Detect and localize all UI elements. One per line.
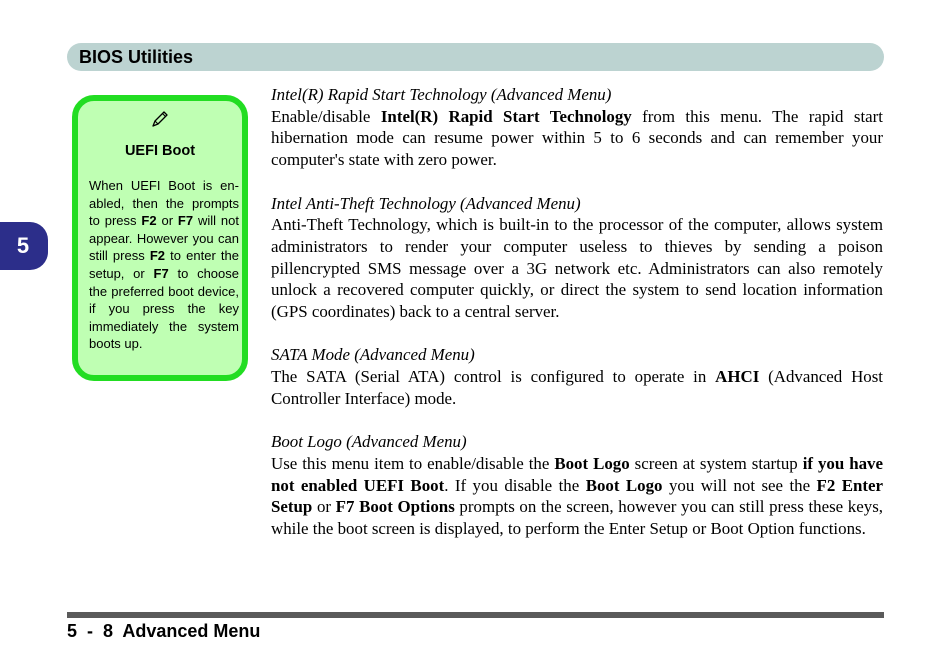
key-f7: F7 [177,213,194,229]
section-anti-theft [271,193,883,323]
key-f2: F2 [141,213,157,229]
note-title: UEFI Boot [124,143,196,159]
pencil-icon [150,109,170,129]
header-title: BIOS Utilities [79,47,194,67]
main-content [271,84,883,561]
section-title: SATA Mode (Advanced Menu) [271,345,475,365]
section-sata-mode [271,344,883,409]
section-title: Intel Anti-Theft Technology (Advanced Menu) [271,193,581,213]
section-body: Anti-Theft Technology, which is built-in to the processor of the computer, allows system administrators to render your computer useless to thieves by sending a poison pillencrypted SMS message over a 3G network etc. Administrators can also remotely unlock a recovered computer quickly, or direct the system to send location information (GPS coordinates) back to a central server. [271,215,883,322]
key-f2: F2 [149,248,166,264]
header-bar [67,43,884,71]
key-f7: F7 [153,265,169,281]
chapter-number: 5 [16,233,30,258]
footer-bar [67,612,884,618]
section-body: The SATA (Serial ATA) control is configured to operate in AHCI (Advanced Host Controller Interface) mode. [271,367,883,408]
section-boot-logo [271,431,883,540]
note-text: When UEFI Boot is enabled, then the prompts to press F2 or F7 will not appear. However you can still press F2 to enter the setup, or F7 to choose the preferred boot device, if you press the key immediately the system boots up. [89,178,239,352]
chapter-tab [0,222,48,270]
section-title: Intel(R) Rapid Start Technology (Advanced Menu) [271,85,612,104]
footer-page-label: 5 - 8 Advanced Menu [67,621,261,641]
section-body: Use this menu item to enable/disable the Boot Logo screen at system startup if you have not enabled UEFI Boot. If you disable the Boot Logo you will not see the F2 Enter Setup or F7 Boot Options prompts on the screen, however you can still press these keys, while the boot screen is displayed, to perform the Enter Setup or Boot Option functions. [271,453,884,539]
section-body: Enable/disable Intel(R) Rapid Start Technology from this menu. The rapid start hibernation mode can resume power within 5 to 6 seconds and can remember your computer's state with zero power. [271,106,883,170]
section-rapid-start [271,84,883,171]
note-box [72,95,248,381]
section-title: Boot Logo (Advanced Menu) [271,432,467,452]
